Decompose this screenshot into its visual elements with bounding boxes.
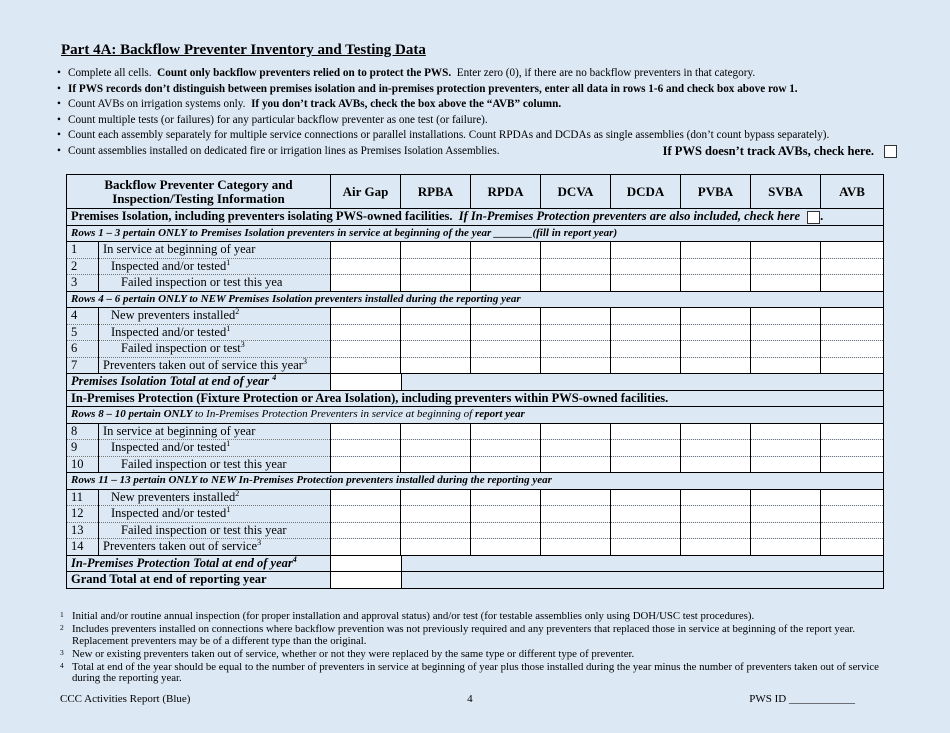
row-number: 14	[67, 539, 99, 556]
row-label: In service at beginning of year	[99, 423, 331, 440]
input-cell[interactable]	[471, 456, 541, 473]
input-cell[interactable]	[401, 242, 471, 259]
page-footer	[60, 693, 855, 705]
input-cell[interactable]	[821, 341, 884, 358]
input-cell[interactable]	[821, 357, 884, 374]
table-row	[67, 341, 884, 358]
input-cell[interactable]	[611, 324, 681, 341]
input-cell[interactable]	[751, 506, 821, 523]
row-number: 9	[67, 440, 99, 457]
row-number: 2	[67, 258, 99, 275]
header-col: RPDA	[471, 175, 541, 209]
row-label: Inspected and/or tested$^1$	[99, 324, 331, 341]
input-cell[interactable]	[751, 456, 821, 473]
input-cell[interactable]	[331, 572, 402, 588]
table-row	[67, 258, 884, 275]
table-row	[67, 506, 884, 523]
input-cell[interactable]	[611, 275, 681, 292]
footnote: 2 Includes preventers installed on connections where backflow prevention was not previously required and any preventers that replaced those in service at beginning of the report year. Replacement preventers may be of a different type than the original.	[60, 623, 856, 647]
input-cell[interactable]	[541, 275, 611, 292]
row-number: 10	[67, 456, 99, 473]
table-row	[67, 324, 884, 341]
input-cell[interactable]	[471, 440, 541, 457]
row-number: 8	[67, 423, 99, 440]
row-label: Failed inspection or test this year	[99, 522, 331, 539]
input-cell[interactable]	[611, 506, 681, 523]
input-cell[interactable]	[401, 341, 471, 358]
input-cell[interactable]	[331, 440, 401, 457]
input-cell[interactable]	[751, 242, 821, 259]
section-heading-row: In-Premises Protection (Fixture Protection or Area Isolation), including preventers within PWS-owned facilities.	[67, 390, 884, 407]
row-label: Preventers taken out of service this year$^3$	[99, 357, 331, 374]
input-cell[interactable]	[331, 324, 401, 341]
input-cell[interactable]	[751, 324, 821, 341]
table-row	[67, 539, 884, 556]
input-cell[interactable]	[821, 423, 884, 440]
input-cell[interactable]	[401, 258, 471, 275]
header-col: PVBA	[681, 175, 751, 209]
input-cell[interactable]	[611, 539, 681, 556]
input-cell[interactable]	[821, 324, 884, 341]
pws-id-field: PWS ID ____________	[749, 693, 855, 705]
input-cell[interactable]	[751, 522, 821, 539]
footnote: 3 New or existing preventers taken out of service, whether or not they were replaced by the same type or different type of preventer.	[60, 647, 635, 660]
input-cell[interactable]	[541, 341, 611, 358]
input-cell[interactable]	[401, 440, 471, 457]
input-cell[interactable]	[331, 556, 402, 572]
table-row	[67, 522, 884, 539]
row-number: 6	[67, 341, 99, 358]
instruction-item: • Count each assembly separately for multiple service connections or parallel installations. Count RPDAs and DCDAs as single assemblies (don’t count bypass separately).	[57, 128, 897, 144]
input-cell[interactable]	[471, 423, 541, 440]
input-cell[interactable]	[331, 506, 401, 523]
input-cell[interactable]	[541, 456, 611, 473]
row-label: Failed inspection or test this year	[99, 456, 331, 473]
section-heading-row: Premises Isolation, including preventers isolating PWS-owned facilities. If In-Premises Protection preventers are also included, check here .	[67, 209, 884, 226]
table-row	[67, 440, 884, 457]
avb-check-label: If PWS doesn’t track AVBs, check here.	[663, 144, 897, 160]
input-cell[interactable]	[331, 423, 401, 440]
input-cell[interactable]	[821, 522, 884, 539]
input-cell[interactable]	[821, 242, 884, 259]
section-title: Part 4A: Backflow Preventer Inventory and Testing Data	[61, 42, 426, 58]
input-cell[interactable]	[471, 357, 541, 374]
input-cell[interactable]	[611, 456, 681, 473]
input-cell[interactable]	[821, 489, 884, 506]
input-cell[interactable]	[681, 242, 751, 259]
input-cell[interactable]	[751, 275, 821, 292]
input-cell[interactable]	[821, 308, 884, 325]
input-cell[interactable]	[401, 456, 471, 473]
row-label: Failed inspection or test this yea	[99, 275, 331, 292]
input-cell[interactable]	[401, 357, 471, 374]
input-cell[interactable]	[821, 506, 884, 523]
input-cell[interactable]	[541, 324, 611, 341]
input-cell[interactable]	[401, 489, 471, 506]
input-cell[interactable]	[681, 324, 751, 341]
header-col: DCVA	[541, 175, 611, 209]
input-cell[interactable]	[751, 308, 821, 325]
rows-note-row: Rows 4 – 6 pertain ONLY to NEW Premises Isolation preventers installed during the reporting year	[67, 291, 884, 308]
input-cell[interactable]	[471, 506, 541, 523]
header-col: SVBA	[751, 175, 821, 209]
input-cell[interactable]	[471, 489, 541, 506]
input-cell[interactable]	[821, 275, 884, 292]
inventory-table	[66, 174, 884, 589]
input-cell[interactable]	[401, 522, 471, 539]
input-cell[interactable]	[541, 308, 611, 325]
row-number: 7	[67, 357, 99, 374]
input-cell[interactable]	[611, 357, 681, 374]
row-number: 1	[67, 242, 99, 259]
input-cell[interactable]	[681, 308, 751, 325]
input-cell[interactable]	[541, 539, 611, 556]
input-cell[interactable]	[541, 357, 611, 374]
header-category: Backflow Preventer Category and Inspection/Testing Information	[67, 175, 331, 209]
input-cell[interactable]	[821, 539, 884, 556]
input-cell[interactable]	[541, 242, 611, 259]
instruction-item: • Complete all cells. Count only backflow preventers relied on to protect the PWS. Enter zero (0), if there are no backflow preventers in that category.	[57, 66, 897, 82]
input-cell[interactable]	[471, 539, 541, 556]
input-cell[interactable]	[471, 275, 541, 292]
input-cell[interactable]	[331, 357, 401, 374]
row-number: 4	[67, 308, 99, 325]
footnote: 4 Total at end of the year should be equal to the number of preventers in service at beginning of year plus those installed during the year minus the number of preventers taken out of service during the reporting year.	[60, 660, 879, 684]
row-number: 12	[67, 506, 99, 523]
table-row	[67, 357, 884, 374]
input-cell[interactable]	[681, 489, 751, 506]
input-cell[interactable]	[471, 258, 541, 275]
rows-note-row: Rows 11 – 13 pertain ONLY to NEW In-Premises Protection preventers installed during the reporting year	[67, 473, 884, 490]
header-col: Air Gap	[331, 175, 401, 209]
input-cell[interactable]	[471, 242, 541, 259]
input-cell[interactable]	[681, 341, 751, 358]
row-number: 13	[67, 522, 99, 539]
input-cell[interactable]	[611, 489, 681, 506]
premises-total-row: Premises Isolation Total at end of year $^4$	[67, 374, 884, 391]
rows-note-row: Rows 8 – 10 pertain ONLY to In-Premises Protection Preventers in service at beginning of report year	[67, 407, 884, 424]
input-cell[interactable]	[681, 275, 751, 292]
input-cell[interactable]	[681, 539, 751, 556]
table-row	[67, 242, 884, 259]
input-cell[interactable]	[331, 308, 401, 325]
input-cell[interactable]	[471, 522, 541, 539]
input-cell[interactable]	[681, 423, 751, 440]
table-row	[67, 489, 884, 506]
input-cell[interactable]	[401, 539, 471, 556]
row-label: Inspected and/or tested$^1$	[99, 506, 331, 523]
input-cell[interactable]	[401, 308, 471, 325]
input-cell[interactable]	[331, 539, 401, 556]
input-cell[interactable]	[401, 506, 471, 523]
input-cell[interactable]	[681, 440, 751, 457]
input-cell[interactable]	[331, 258, 401, 275]
input-cell[interactable]	[821, 258, 884, 275]
input-cell[interactable]	[541, 423, 611, 440]
input-cell[interactable]	[541, 258, 611, 275]
input-cell[interactable]	[331, 489, 401, 506]
input-cell[interactable]	[401, 324, 471, 341]
input-cell[interactable]	[471, 308, 541, 325]
input-cell[interactable]	[821, 456, 884, 473]
input-cell[interactable]	[331, 275, 401, 292]
input-cell[interactable]	[751, 489, 821, 506]
row-label: Preventers taken out of service$^3$	[99, 539, 331, 556]
input-cell[interactable]	[611, 341, 681, 358]
input-cell[interactable]	[681, 522, 751, 539]
row-number: 11	[67, 489, 99, 506]
instructions-list	[57, 66, 897, 159]
header-col: RPBA	[401, 175, 471, 209]
input-cell[interactable]	[611, 522, 681, 539]
table-row	[67, 275, 884, 292]
input-cell[interactable]	[401, 275, 471, 292]
input-cell[interactable]	[331, 242, 401, 259]
page-number: 4	[467, 693, 473, 705]
table-row	[67, 456, 884, 473]
footer-report-name: CCC Activities Report (Blue)	[60, 693, 191, 705]
input-cell[interactable]	[611, 242, 681, 259]
row-label: Inspected and/or tested$^1$	[99, 258, 331, 275]
input-cell[interactable]	[331, 341, 401, 358]
instruction-item: • Count assemblies installed on dedicated fire or irrigation lines as Premises Isolation Assemblies. If PWS doesn’t track AVBs, check here.	[57, 144, 897, 160]
input-cell[interactable]	[751, 423, 821, 440]
input-cell[interactable]	[541, 506, 611, 523]
avb-checkbox[interactable]	[884, 145, 897, 158]
footnote: 1 Initial and/or routine annual inspection (for proper installation and approval status) and/or test (for testable assemblies only using DOH/USC test procedures).	[60, 610, 755, 622]
row-label: In service at beginning of year	[99, 242, 331, 259]
instruction-item: • Count AVBs on irrigation systems only. If you don’t track AVBs, check the box above the “AVB” column.	[57, 97, 897, 113]
input-cell[interactable]	[681, 357, 751, 374]
instruction-item: • If PWS records don’t distinguish between premises isolation and in-premises protection preventers, enter all data in rows 1-6 and check box above row 1.	[57, 82, 897, 98]
input-cell[interactable]	[681, 258, 751, 275]
input-cell[interactable]	[611, 308, 681, 325]
row-number: 5	[67, 324, 99, 341]
input-cell[interactable]	[331, 456, 401, 473]
input-cell[interactable]	[331, 522, 401, 539]
input-cell[interactable]	[401, 423, 471, 440]
row-label: Failed inspection or test$^3$	[99, 341, 331, 358]
input-cell[interactable]	[541, 489, 611, 506]
input-cell[interactable]	[471, 341, 541, 358]
input-cell[interactable]	[331, 374, 402, 390]
inpremises-checkbox[interactable]	[807, 211, 820, 224]
input-cell[interactable]	[751, 258, 821, 275]
input-cell[interactable]	[821, 440, 884, 457]
input-cell[interactable]	[471, 324, 541, 341]
inpremises-total-row: In-Premises Protection Total at end of year$^4$	[67, 555, 884, 572]
input-cell[interactable]	[681, 456, 751, 473]
input-cell[interactable]	[611, 423, 681, 440]
row-label: Inspected and/or tested$^1$	[99, 440, 331, 457]
input-cell[interactable]	[611, 258, 681, 275]
row-number: 3	[67, 275, 99, 292]
input-cell[interactable]	[681, 506, 751, 523]
table-header-row	[67, 175, 884, 209]
input-cell[interactable]	[751, 539, 821, 556]
table-row	[67, 423, 884, 440]
header-col: DCDA	[611, 175, 681, 209]
grand-total-row: Grand Total at end of reporting year	[67, 572, 884, 589]
input-cell[interactable]	[751, 357, 821, 374]
row-label: New preventers installed$^2$	[99, 308, 331, 325]
rows-note-row: Rows 1 – 3 pertain ONLY to Premises Isolation preventers in service at beginning of the year _______(fill in report year)	[67, 225, 884, 242]
input-cell[interactable]	[751, 440, 821, 457]
row-label: New preventers installed$^2$	[99, 489, 331, 506]
instruction-item: • Count multiple tests (or failures) for any particular backflow preventer as one test (or failure).	[57, 113, 897, 129]
input-cell[interactable]	[541, 440, 611, 457]
header-col: AVB	[821, 175, 884, 209]
footnotes	[60, 611, 890, 686]
table-row	[67, 308, 884, 325]
input-cell[interactable]	[541, 522, 611, 539]
input-cell[interactable]	[611, 440, 681, 457]
input-cell[interactable]	[751, 341, 821, 358]
